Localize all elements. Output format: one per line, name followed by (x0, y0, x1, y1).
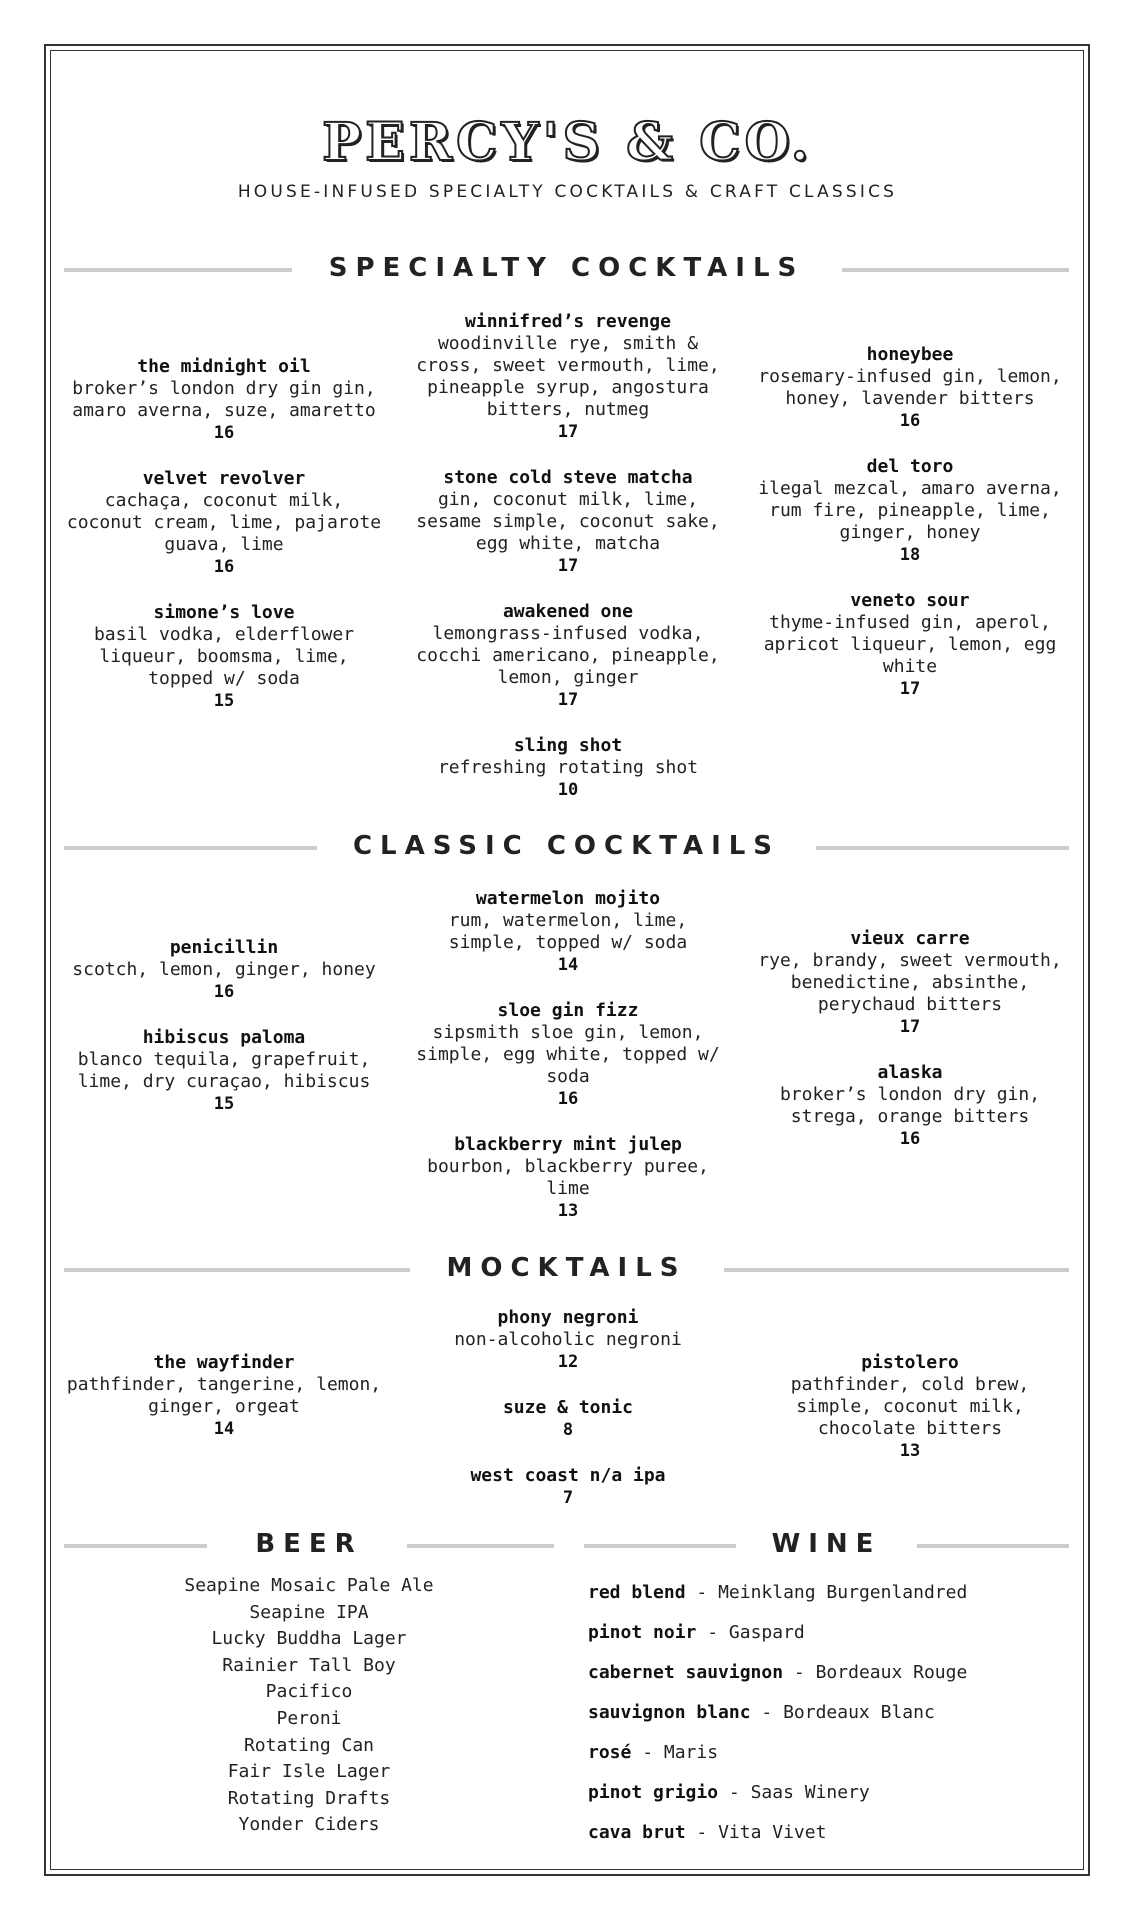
item-price: 12 (557, 1352, 579, 1372)
menu-item (750, 590, 1070, 700)
wine-item (588, 1773, 1088, 1813)
menu-item (64, 356, 384, 444)
specialty-section-header (64, 248, 1069, 288)
menu-item (750, 1352, 1070, 1462)
item-description: pathfinder, cold brew, simple, coconut milk, chocolate bitters (790, 1374, 1030, 1439)
item-price: 17 (557, 690, 579, 710)
item-price: 16 (213, 557, 235, 577)
mocktails-section-header (64, 1248, 1069, 1288)
item-name: blackberry mint julep (454, 1134, 682, 1155)
item-name: hibiscus paloma (142, 1027, 306, 1048)
item-price: 14 (213, 1419, 235, 1439)
item-price: 17 (899, 679, 921, 699)
item-name: veneto sour (850, 590, 970, 611)
item-name: the midnight oil (137, 356, 311, 377)
wine-name: Gaspard (728, 1622, 805, 1643)
mocktails-right-column (750, 1352, 1070, 1486)
wine-name: Saas Winery (750, 1782, 870, 1803)
item-price: 10 (557, 780, 579, 800)
wine-separator: - (750, 1702, 784, 1723)
item-description: basil vodka, elderflower liqueur, boomsma, lime, topped w/ soda (93, 624, 355, 689)
classic-left-column (64, 937, 384, 1139)
item-price: 13 (557, 1201, 579, 1221)
menu-item (408, 1307, 728, 1373)
wine-separator: - (696, 1622, 729, 1643)
item-name: winnifred’s revenge (465, 311, 671, 332)
item-name: pistolero (861, 1352, 959, 1373)
wine-name: Maris (663, 1742, 719, 1763)
menu-item (64, 1027, 384, 1115)
item-name: honeybee (866, 344, 954, 365)
section-heading: WINE (771, 1529, 882, 1559)
item-description: thyme-infused gin, aperol, apricot liqueur, lemon, egg white (763, 612, 1057, 677)
item-name: sling shot (513, 735, 623, 756)
item-price: 16 (899, 1129, 921, 1149)
wine-separator: - (685, 1822, 719, 1843)
beer-section-header (64, 1524, 554, 1564)
item-name: velvet revolver (142, 468, 306, 489)
menu-item (408, 311, 728, 443)
menu-item (750, 1062, 1070, 1150)
menu-item (408, 1134, 728, 1222)
beer-item: Rainier Tall Boy (222, 1654, 396, 1676)
menu-item (64, 1352, 384, 1440)
item-description: ilegal mezcal, amaro averna, rum fire, pineapple, lime, ginger, honey (758, 478, 1062, 543)
item-name: watermelon mojito (475, 888, 661, 909)
wine-separator: - (631, 1742, 664, 1763)
menu-item (750, 456, 1070, 566)
wine-name: Bordeaux Blanc (783, 1702, 935, 1723)
item-price: 13 (899, 1441, 921, 1461)
item-description: broker’s london dry gin, strega, orange bitters (779, 1084, 1041, 1127)
item-price: 16 (899, 411, 921, 431)
wine-separator: - (685, 1582, 719, 1603)
wine-name: Vita Vivet (718, 1822, 827, 1843)
item-price: 8 (562, 1420, 574, 1440)
item-description: pathfinder, tangerine, lemon, ginger, orgeat (66, 1374, 382, 1417)
wine-separator: - (783, 1662, 816, 1683)
item-name: penicillin (169, 937, 279, 958)
item-description: non-alcoholic negroni (454, 1329, 682, 1350)
item-price: 14 (557, 955, 579, 975)
menu-item (750, 928, 1070, 1038)
item-description: lemongrass-infused vodka, cocchi americano, pineapple, lemon, ginger (416, 623, 720, 688)
wine-item (588, 1613, 1088, 1653)
item-description: woodinville rye, smith & cross, sweet vermouth, lime, pineapple syrup, angostura bitters, nutmeg (416, 333, 720, 420)
item-description: refreshing rotating shot (437, 757, 699, 778)
menu-item (408, 467, 728, 577)
specialty-middle-column (408, 311, 728, 825)
item-description: rosemary-infused gin, lemon, honey, lavender bitters (758, 366, 1062, 409)
item-name: sloe gin fizz (497, 1000, 639, 1021)
item-name: the wayfinder (153, 1352, 295, 1373)
item-price: 18 (899, 545, 921, 565)
menu-item (408, 888, 728, 976)
item-name: suze & tonic (502, 1397, 634, 1418)
item-price: 17 (557, 422, 579, 442)
menu-item (750, 344, 1070, 432)
wine-type: rosé (588, 1742, 632, 1763)
menu-subtitle: HOUSE-INFUSED SPECIALTY COCKTAILS & CRAFT CLASSICS (237, 182, 898, 202)
menu-item (408, 601, 728, 711)
menu-item (408, 735, 728, 801)
classic-right-column (750, 928, 1070, 1174)
menu-item (408, 1397, 728, 1441)
menu-item (408, 1000, 728, 1110)
wine-separator: - (718, 1782, 751, 1803)
beer-item: Pacifico (265, 1681, 353, 1703)
item-name: alaska (877, 1062, 943, 1083)
item-name: west coast n/a ipa (470, 1465, 666, 1486)
item-name: del toro (866, 456, 954, 477)
item-name: simone’s love (153, 602, 295, 623)
item-price: 17 (899, 1017, 921, 1037)
wine-type: red blend (588, 1582, 686, 1603)
item-name: phony negroni (497, 1307, 639, 1328)
item-description: rye, brandy, sweet vermouth, benedictine, absinthe, perychaud bitters (758, 950, 1062, 1015)
item-name: vieux carre (850, 928, 970, 949)
menu-item (64, 468, 384, 578)
wine-item (588, 1573, 1088, 1613)
beer-item: Peroni (276, 1707, 342, 1729)
item-name: stone cold steve matcha (443, 467, 693, 488)
wine-type: sauvignon blanc (588, 1702, 751, 1723)
beer-item: Yonder Ciders (238, 1814, 380, 1836)
beer-item: Seapine Mosaic Pale Ale (184, 1575, 434, 1596)
beer-item: Fair Isle Lager (227, 1761, 391, 1783)
wine-type: cava brut (588, 1822, 686, 1843)
section-heading: BEER (255, 1529, 363, 1559)
item-price: 16 (213, 423, 235, 443)
item-description: rum, watermelon, lime, simple, topped w/ soda (448, 910, 688, 953)
beer-item: Seapine IPA (249, 1601, 369, 1623)
item-price: 16 (213, 982, 235, 1002)
wine-item (588, 1733, 1088, 1773)
section-heading: CLASSIC COCKTAILS (352, 831, 781, 861)
item-description: gin, coconut milk, lime, sesame simple, coconut sake, egg white, matcha (416, 489, 720, 554)
wine-item (588, 1693, 1088, 1733)
beer-item: Rotating Can (243, 1734, 375, 1756)
item-description: broker’s london dry gin gin, amaro averna, suze, amaretto (72, 378, 376, 421)
wine-type: pinot noir (588, 1622, 697, 1643)
item-price: 15 (213, 1094, 235, 1114)
wine-name: Bordeaux Rouge (815, 1662, 968, 1683)
wine-type: cabernet sauvignon (588, 1662, 784, 1683)
wine-type: pinot grigio (588, 1782, 719, 1803)
item-price: 15 (213, 691, 235, 711)
menu-item (64, 937, 384, 1003)
beer-item: Lucky Buddha Lager (211, 1628, 407, 1650)
classic-middle-column (408, 888, 728, 1246)
classic-section-header (64, 826, 1069, 866)
menu-item (64, 602, 384, 712)
specialty-left-column (64, 356, 384, 736)
beer-item: Rotating Drafts (227, 1787, 391, 1809)
wine-list (588, 1573, 1088, 1853)
wine-item (588, 1813, 1088, 1853)
wine-name: Meinklang Burgenlandred (718, 1582, 968, 1603)
mocktails-middle-column (408, 1307, 728, 1533)
item-description: sipsmith sloe gin, lemon, simple, egg white, topped w/ soda (416, 1022, 720, 1087)
menu-title: PERCY'S & CO. (322, 112, 813, 173)
section-heading: SPECIALTY COCKTAILS (328, 253, 805, 283)
beer-list (64, 1573, 554, 1839)
item-name: awakened one (502, 601, 634, 622)
menu-item (408, 1465, 728, 1509)
wine-item (588, 1653, 1088, 1693)
item-description: bourbon, blackberry puree, lime (427, 1156, 709, 1199)
item-price: 7 (562, 1488, 574, 1508)
item-description: blanco tequila, grapefruit, lime, dry curaçao, hibiscus (77, 1049, 371, 1092)
section-heading: MOCKTAILS (446, 1253, 687, 1283)
specialty-right-column (750, 344, 1070, 724)
wine-section-header (584, 1524, 1069, 1564)
item-price: 17 (557, 556, 579, 576)
mocktails-left-column (64, 1352, 384, 1464)
item-description: cachaça, coconut milk, coconut cream, lime, pajarote guava, lime (66, 490, 382, 555)
item-description: scotch, lemon, ginger, honey (72, 959, 376, 980)
item-price: 16 (557, 1089, 579, 1109)
